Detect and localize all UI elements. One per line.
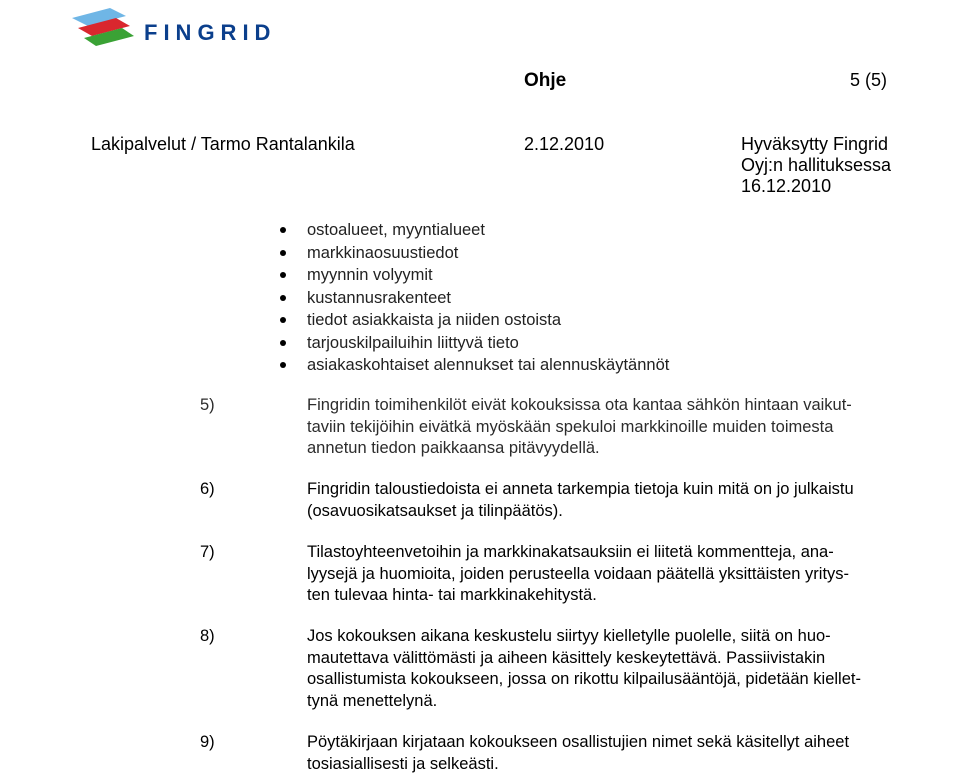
approval-line: 16.12.2010 [741,176,832,196]
bullet-icon [280,227,286,233]
bullet-icon [280,362,286,368]
approval-line: Hyväksytty Fingrid [741,134,889,154]
item-text: Pöytäkirjaan kirjataan kokoukseen osallistujien nimet sekä käsitellyt aiheet tosiasiallisesti ja selkeästi. [307,733,850,773]
list-item: tarjouskilpailuihin liittyvä tieto [307,332,669,355]
fingrid-logo [70,4,300,50]
bullet-icon [280,272,286,278]
item-number: 6) [200,480,215,498]
item-text: Fingridin taloustiedoista ei anneta tarkempia tietoja kuin mitä on jo julkaistu (osavuosikatsaukset ja tilinpäätös). [307,480,854,520]
item-number: 8) [200,627,215,645]
document-date: 2.12.2010 [524,134,605,154]
item-number: 9) [200,733,215,751]
bullet-icon [280,340,286,346]
item-text: Fingridin toimihenkilöt eivät kokouksissa ota kantaa sähkön hintaan vaikut- taviin tekijöihin eivätkä myöskään spekuloi markkinoille muiden toimesta annetun tiedon paikkaansa pitävyydellä. [307,396,852,457]
approval-note [741,134,941,197]
list-item: kustannusrakenteet [307,287,669,310]
item-number: 7) [200,543,215,561]
author-line: Lakipalvelut / Tarmo Rantalankila [91,134,355,154]
svg-text:FINGRID: FINGRID [144,20,277,45]
item-number: 5) [200,396,215,414]
item-text: Tilastoyhteenvetoihin ja markkinakatsauksiin ei liitetä kommentteja, ana- lyysejä ja huomioita, joiden perusteella voidaan päätellä yksittäisten yritys- ten tulevaa hinta- tai markkinakehitystä. [307,543,850,604]
list-item: ostoalueet, myyntialueet [307,219,669,242]
list-item: tiedot asiakkaista ja niiden ostoista [307,309,669,332]
bullet-icon [280,317,286,323]
bullet-icon [280,250,286,256]
page-number: 5 (5) [850,70,888,90]
list-item: markkinaosuustiedot [307,242,669,265]
approval-line: Oyj:n hallituksessa [741,155,892,175]
list-item: myynnin volyymit [307,264,669,287]
item-text: Jos kokouksen aikana keskustelu siirtyy kielletylle puolelle, siitä on huo- mautettava välittömästi ja aiheen käsittely keskeytettävä. Passiivistakin osallistumista kokoukseen, jossa on rikottu kilpailusääntöjä, pidetään kiellet- tynä menettelynä. [307,627,861,710]
list-item: asiakaskohtaiset alennukset tai alennuskäytännöt [307,354,669,377]
bullet-list [307,219,669,377]
document-type: Ohje [524,70,567,91]
bullet-icon [280,295,286,301]
